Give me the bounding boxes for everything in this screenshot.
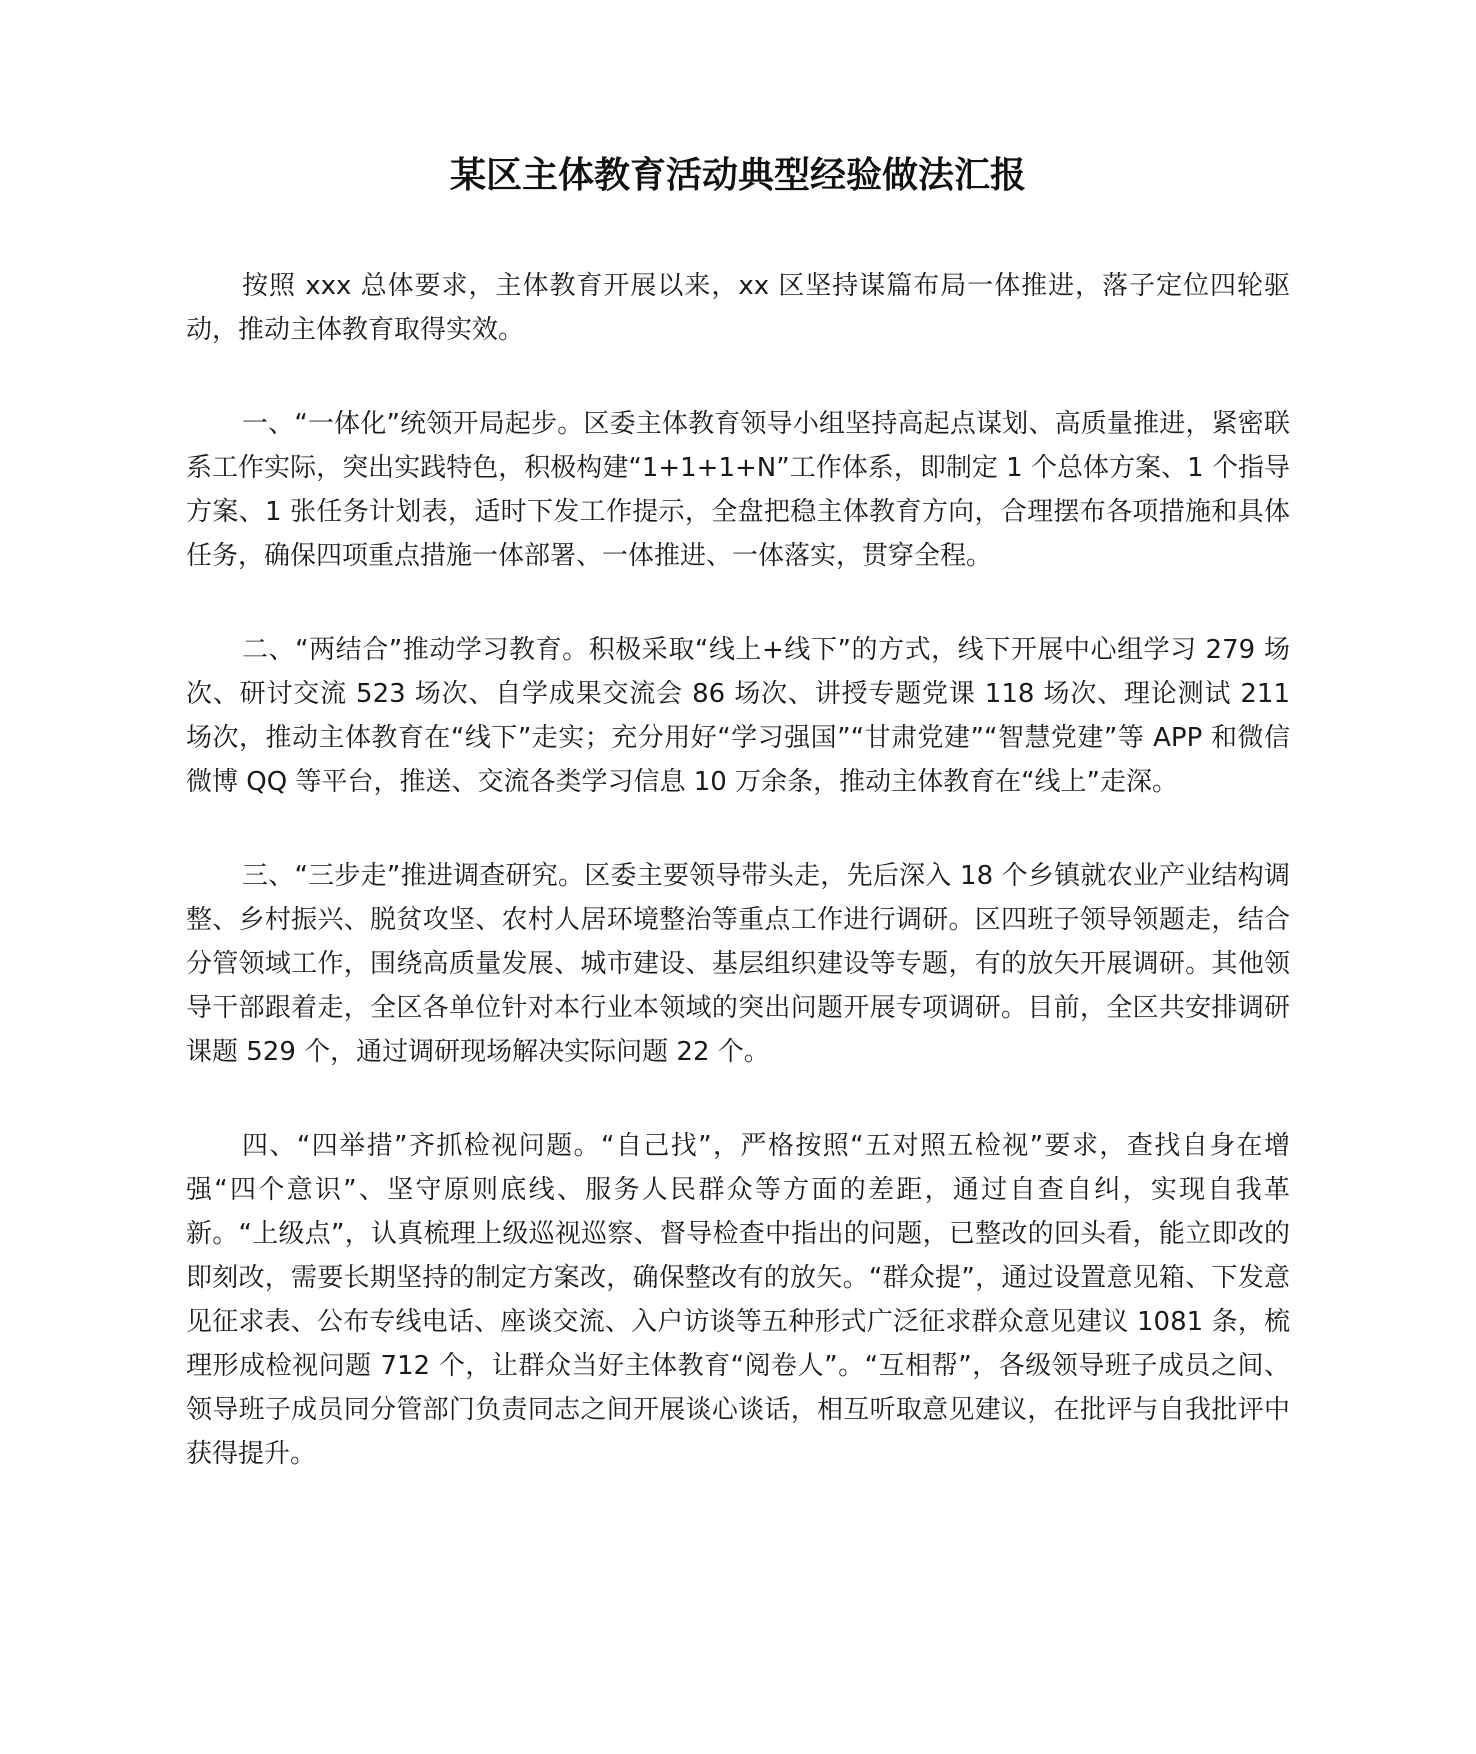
paragraph-section-3: 三、“三步走”推进调查研究。区委主要领导带头走，先后深入 18 个乡镇就农业产业结构调整、乡村振兴、脱贫攻坚、农村人居环境整治等重点工作进行调研。区四班子领导领题走，结合分管领域工作，围绕高质量发展、城市建设、基层组织建设等专题，有的放矢开展调研。其他领导干部跟着走，全区各单位针对本行业本领域的突出问题开展专项调研。目前，全区共安排调研课题 529 个，通过调研现场解决实际问题 22 个。: [186, 861, 1290, 1067]
paragraph-section-4: 四、“四举措”齐抓检视问题。“自己找”，严格按照“五对照五检视”要求，查找自身在增强“四个意识”、坚守原则底线、服务人民群众等方面的差距，通过自查自纠，实现自我革新。“上级点”，认真梳理上级巡视巡察、督导检查中指出的问题，已整改的回头看，能立即改的即刻改，需要长期坚持的制定方案改，确保整改有的放矢。“群众提”，通过设置意见箱、下发意见征求表、公布专线电话、座谈交流、入户访谈等五种形式广泛征求群众意见建议 1081 条，梳理形成检视问题 712 个，让群众当好主体教育“阅卷人”。“互相帮”，各级领导班子成员之间、领导班子成员同分管部门负责同志之间开展谈心谈话，相互听取意见建议，在批评与自我批评中获得提升。: [186, 1131, 1290, 1469]
document-page: [186, 150, 1290, 1526]
paragraph-section-1: 一、“一体化”统领开局起步。区委主体教育领导小组坚持高起点谋划、高质量推进，紧密联系工作实际，突出实践特色，积极构建“1+1+1+N”工作体系，即制定 1 个总体方案、1 个指导方案、1 张任务计划表，适时下发工作提示，全盘把稳主体教育方向，合理摆布各项措施和具体任务，确保四项重点措施一体部署、一体推进、一体落实，贯穿全程。: [186, 409, 1290, 571]
page-title: 某区主体教育活动典型经验做法汇报: [449, 155, 1026, 196]
paragraph-intro: 按照 xxx 总体要求，主体教育开展以来，xx 区坚持谋篇布局一体推进，落子定位四轮驱动，推动主体教育取得实效。: [186, 271, 1290, 345]
paragraph-section-2: 二、“两结合”推动学习教育。积极采取“线上+线下”的方式，线下开展中心组学习 279 场次、研讨交流 523 场次、自学成果交流会 86 场次、讲授专题党课 118 场次、理论测试 211 场次，推动主体教育在“线下”走实；充分用好“学习强国”“甘肃党建”“智慧党建”等 APP 和微信微博 QQ 等平台，推送、交流各类学习信息 10 万余条，推动主体教育在“线上”走深。: [186, 635, 1290, 797]
